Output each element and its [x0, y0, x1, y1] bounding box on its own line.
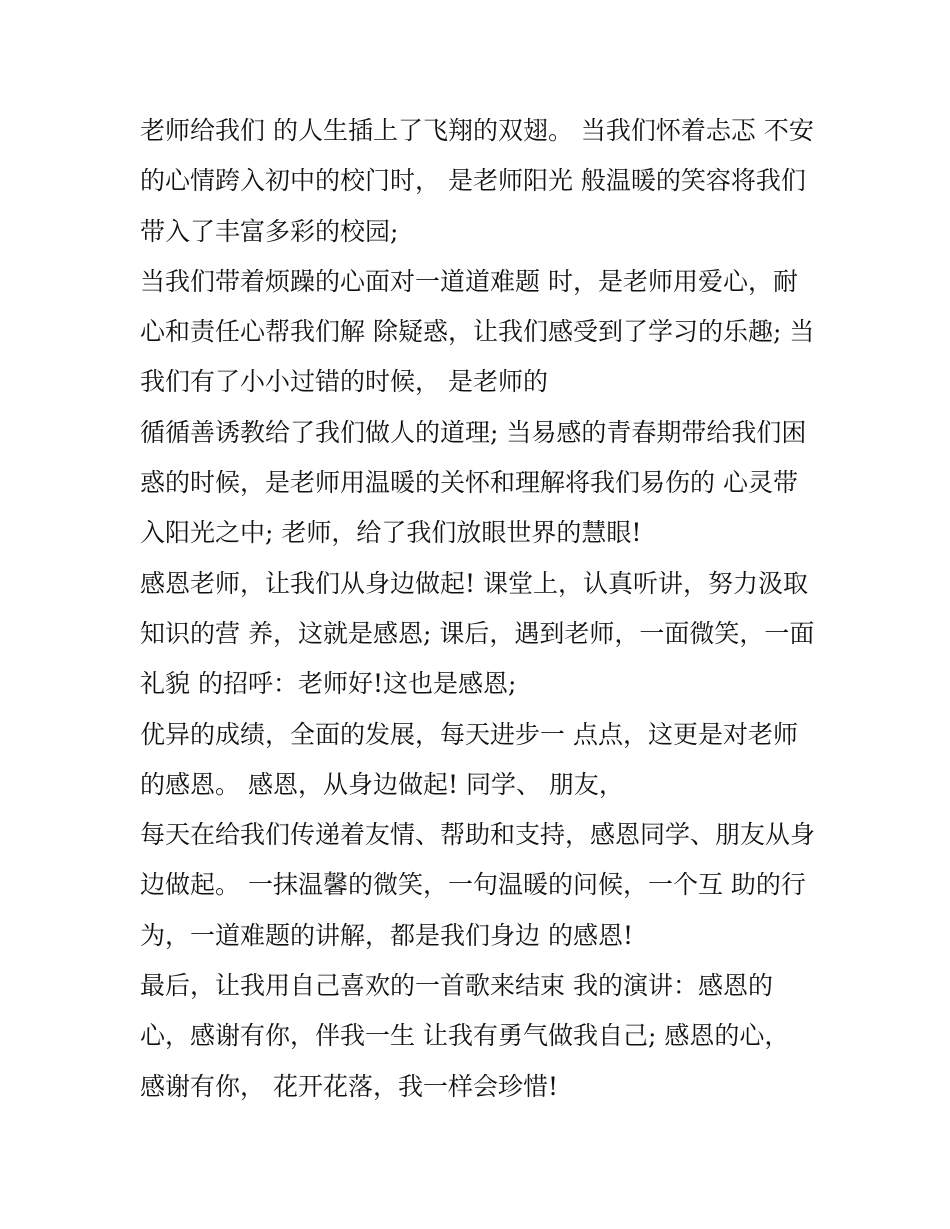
text-line: 惑的时候，是老师用温暖的关怀和理解将我们易伤的 心灵带 [140, 468, 798, 498]
text-line: 循循善诱教给了我们做人的道理; 当易感的青春期带给我们困 [140, 417, 807, 447]
text-line: 心和责任心帮我们解 除疑惑，让我们感受到了学习的乐趣; 当 [140, 317, 815, 347]
text-line: 优异的成绩，全面的发展，每天进步一 点点，这更是对老师 [140, 719, 798, 749]
text-line: 为，一道难题的讲解，都是我们身边 的感恩! [140, 920, 633, 950]
text-line: 最后，让我用自己喜欢的一首歌来结束 我的演讲：感恩的 [140, 971, 773, 1001]
text-line: 当我们带着烦躁的心面对一道道难题 时，是老师用爱心，耐 [140, 266, 798, 296]
text-line: 心，感谢有你，伴我一生 让我有勇气做我自己; 感恩的心， [140, 1021, 790, 1051]
text-line: 我们有了小小过错的时候， 是老师的 [140, 367, 548, 397]
text-line: 知识的营 养，这就是感恩; 课后，遇到老师，一面微笑，一面 [140, 618, 815, 648]
text-line: 老师给我们 的人生插上了飞翔的双翅。 当我们怀着忐忑 不安 [140, 116, 814, 145]
text-line: 的心情跨入初中的校门时， 是老师阳光 般温暖的笑容将我们 [140, 166, 806, 196]
speech-body-text [140, 106, 830, 1112]
text-line: 入阳光之中; 老师，给了我们放眼世界的慧眼! [140, 518, 642, 548]
text-line: 带入了丰富多彩的校园; [140, 216, 399, 246]
text-line: 礼貌 的招呼：老师好!这也是感恩; [140, 669, 517, 699]
text-line: 边做起。 一抹温馨的微笑，一句温暖的问候，一个互 助的行 [140, 870, 806, 900]
text-line: 每天在给我们传递着友情、帮助和支持，感恩同学、朋友从身 [140, 820, 816, 850]
text-line: 感恩老师，让我们从身边做起! 课堂上，认真听讲，努力汲取 [140, 568, 808, 598]
text-line: 的感恩。 感恩，从身边做起! 同学、 朋友， [140, 769, 624, 799]
text-line: 感谢有你， 花开花落，我一样会珍惜! [140, 1071, 558, 1101]
